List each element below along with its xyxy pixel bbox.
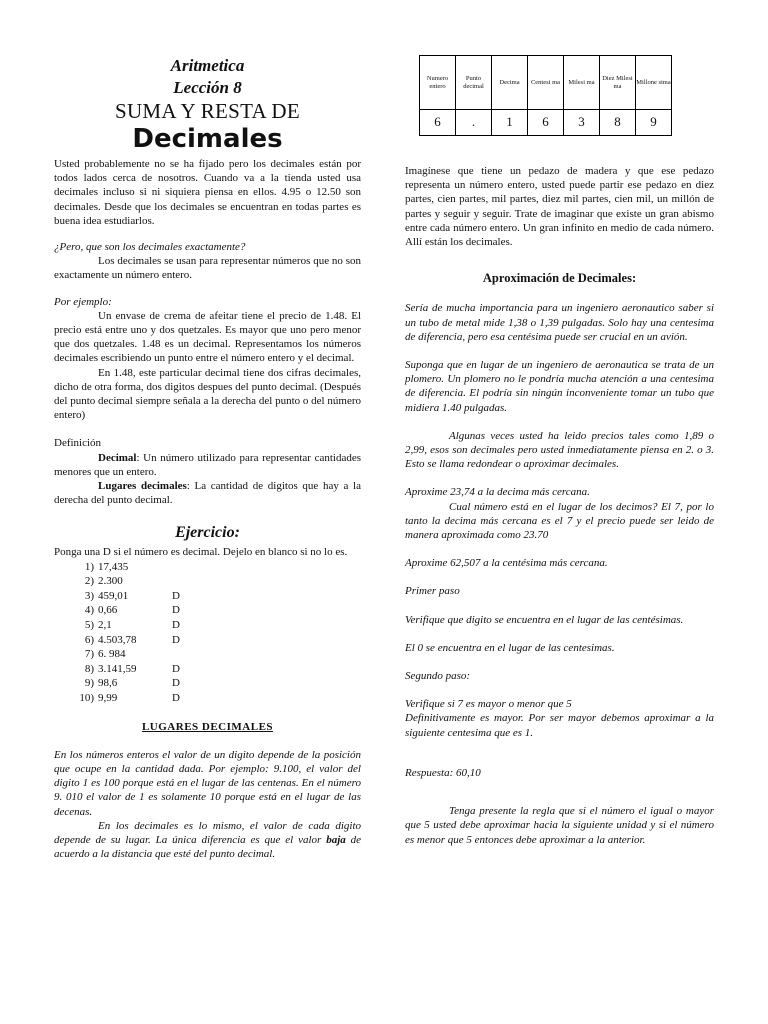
plomero-paragraph: Suponga que en lugar de un ingeniero de aeronautica se trata de un plomero. Un plomero no le pondría mucha atención a una centesima de diferencia. El podría sin ningún inconveniente tomar un tubo que midiera 1.40 pulgadas. bbox=[405, 359, 714, 414]
table-header-cell: Decima bbox=[492, 56, 528, 110]
item-mark bbox=[172, 647, 192, 662]
list-item bbox=[54, 603, 361, 618]
lesson-number: Lección 8 bbox=[173, 78, 242, 97]
table-header-cell: Diez Milesi ma bbox=[600, 56, 636, 110]
item-number: 7) bbox=[84, 648, 94, 661]
list-item bbox=[54, 560, 361, 575]
table-header-cell: Millone sima bbox=[636, 56, 672, 110]
regla-paragraph: Tenga presente la regla que si el número el igual o mayor que 5 usted debe aproximar hacia la siguiente unidad y si el número es menor que 5 entonces debe aproximar a la anterior. bbox=[405, 805, 714, 846]
definition-decimal-term: Decimal bbox=[98, 451, 137, 464]
item-value: 459,01 bbox=[98, 589, 129, 602]
table-cell: 6 bbox=[420, 110, 456, 136]
item-number: 3) bbox=[84, 589, 94, 602]
item-value: 17,435 bbox=[98, 560, 129, 573]
item-value: 98,6 bbox=[98, 677, 118, 690]
item-mark: D bbox=[172, 619, 180, 632]
example-paragraph-2: En 1.48, este particular decimal tiene dos cifras decimales, dicho de otra forma, dos digitos despues del punto decimal. (Después del punto decimal siempre señala a la derecha del punto o del número entero) bbox=[54, 366, 361, 422]
course-title: Aritmetica bbox=[170, 56, 245, 75]
segundo-paso-result: Definitivamente es mayor. Por ser mayor debemos aproximar a la siguiente centesima que es 1. bbox=[405, 712, 714, 739]
aproximacion-heading: Aproximación de Decimales: bbox=[482, 271, 637, 286]
item-number: 6) bbox=[84, 633, 94, 646]
example-paragraph-1: Un envase de crema de afeitar tiene el precio de 1.48. El precio está entre uno y dos quetzales. Es mayor que uno pero menor que dos quetzales. 1.48 es un decimal. Representamos los números decimales escribiendo un punto entre el número entero y el decimal. bbox=[54, 309, 361, 365]
segundo-paso-check: Verifique si 7 es mayor o menor que 5 bbox=[405, 698, 572, 711]
list-item bbox=[54, 618, 361, 633]
table-header-row bbox=[420, 56, 672, 110]
item-value: 9,99 bbox=[98, 692, 118, 705]
table-cell: 1 bbox=[492, 110, 528, 136]
table-header-cell: Numero entero bbox=[420, 56, 456, 110]
item-mark bbox=[172, 574, 192, 589]
item-mark bbox=[172, 560, 192, 575]
primer-paso-label: Primer paso bbox=[405, 585, 460, 598]
list-item bbox=[54, 633, 361, 648]
lesson-title-line: SUMA Y RESTA DE bbox=[114, 99, 301, 123]
definition-label: Definición bbox=[54, 437, 102, 450]
example-label: Por ejemplo: bbox=[54, 295, 112, 308]
list-item bbox=[54, 662, 361, 677]
definition-lugares-term: Lugares decimales bbox=[98, 480, 187, 493]
aproxime-decima-explanation: Cual número está en el lugar de los decimos? El 7, por lo tanto la decima más cercana es el 7 y el precio puede ser leido de manera aproximada como 23.70 bbox=[405, 500, 714, 542]
item-number: 9) bbox=[84, 677, 94, 690]
table-cell: 8 bbox=[600, 110, 636, 136]
respuesta-text: Respuesta: 60,10 bbox=[405, 766, 481, 779]
list-item bbox=[54, 676, 361, 691]
right-column bbox=[405, 55, 714, 847]
item-mark: D bbox=[172, 692, 180, 705]
item-number: 10) bbox=[79, 692, 94, 705]
primer-paso-text: Verifique que digito se encuentra en el lugar de las centésimas. bbox=[405, 613, 684, 626]
item-mark: D bbox=[172, 677, 180, 690]
lugares-paragraph-1: En los números enteros el valor de un digito depende de la posición que ocupe en la cantidad dada. Por ejemplo: 9.100, el valor del digito 1 es 100 porque está en el lugar de las centenas. En el número 9. 010 el valor de 1 es solamente 10 porque está en el lugar de las decenas. bbox=[54, 748, 361, 818]
lugares-p2-end: de acuerdo a la distancia que esté del punto decimal. bbox=[54, 834, 362, 861]
imagine-paragraph: Imagínese que tiene un pedazo de madera y que ese pedazo representa un número entero, usted puede partir ese pedazo en diez partes, cien partes, mil partes, diez mil partes, cien mil, un millón de partes y seguir y seguir. Trate de imaginar que existe un gran abismo entre cada número entero. Un gran infinito en medio de cada número. Allí están los decimales. bbox=[405, 165, 714, 249]
list-item bbox=[54, 647, 361, 662]
item-mark: D bbox=[172, 662, 180, 675]
table-header-cell: Punto decimal bbox=[456, 56, 492, 110]
intro-paragraph: Usted probablemente no se ha fijado pero los decimales están por todos lados cerca de nosotros. Cuando va a la tienda usted usa decimales incluso si ni siquiera piensa en ellos. 4.95 o 12.50 son decimales. Desde que los decimales se encuentran en todas partes es buena idea estudiarlos. bbox=[54, 158, 361, 227]
item-mark: D bbox=[172, 589, 180, 602]
table-cell: 3 bbox=[564, 110, 600, 136]
list-item bbox=[54, 691, 361, 706]
aproxime-decima-prompt: Aproxime 23,74 a la decima más cercana. bbox=[405, 486, 590, 499]
lugares-p2-start: En los decimales es lo mismo, el valor de cada digito depende de su lugar. La única diferencia es que el valor bbox=[54, 819, 361, 847]
exercise-instructions: Ponga una D si el número es decimal. Dejelo en blanco si no lo es. bbox=[54, 546, 348, 559]
item-number: 4) bbox=[84, 604, 94, 617]
place-value-table bbox=[419, 55, 672, 136]
item-value: 0,66 bbox=[98, 604, 118, 617]
definition-lugares bbox=[54, 479, 361, 507]
lugares-heading: LUGARES DECIMALES bbox=[141, 720, 274, 733]
item-value: 3.141,59 bbox=[98, 662, 137, 675]
table-cell: . bbox=[456, 110, 492, 136]
item-number: 8) bbox=[84, 662, 94, 675]
answer-text: Los decimales se usan para representar números que no son exactamente un número entero. bbox=[54, 255, 361, 282]
left-column bbox=[54, 55, 361, 861]
definition-decimal-text: : Un número utilizado para representar cantidades menores que un entero. bbox=[54, 451, 361, 478]
question-text: ¿Pero, que son los decimales exactamente? bbox=[54, 241, 246, 254]
definition-lugares-text: : La cantidad de digitos que hay a la derecha del punto decimal. bbox=[54, 480, 361, 507]
precios-paragraph: Algunas veces usted ha leido precios tales como 1,89 o 2,99, esos son decimales pero usted inmediatamente piensa en 2. o 3. Esto se llama redondear o aproximar decimales. bbox=[405, 429, 714, 471]
item-value: 2.300 bbox=[98, 575, 123, 588]
exercise-list bbox=[54, 560, 361, 706]
item-number: 2) bbox=[84, 575, 94, 588]
item-mark: D bbox=[172, 604, 180, 617]
list-item bbox=[54, 574, 361, 589]
list-item bbox=[54, 589, 361, 604]
lugares-p2-bold: baja bbox=[326, 834, 346, 847]
ingeniero-paragraph: Sería de mucha importancia para un ingeniero aeronautico saber si un tubo de metal mide 1,38 o 1,39 pulgadas. Solo hay una centesima de diferencia, pero esa centésima puede ser crucial en un avión. bbox=[405, 302, 714, 343]
table-row bbox=[420, 110, 672, 136]
item-value: 4.503,78 bbox=[98, 633, 137, 646]
table-header-cell: Centesi ma bbox=[528, 56, 564, 110]
centesima-location-text: El 0 se encuentra en el lugar de las centesimas. bbox=[405, 641, 615, 654]
aproxime-centesima-prompt: Aproxime 62,507 a la centésima más cercana. bbox=[405, 557, 608, 570]
table-header-cell: Milesi ma bbox=[564, 56, 600, 110]
item-number: 1) bbox=[84, 560, 94, 573]
item-value: 2,1 bbox=[98, 619, 112, 632]
item-value: 6. 984 bbox=[98, 648, 126, 661]
segundo-paso-label: Segundo paso: bbox=[405, 670, 471, 683]
table-cell: 9 bbox=[636, 110, 672, 136]
lesson-title-main: Decimales bbox=[132, 124, 283, 154]
definition-decimal bbox=[54, 451, 361, 479]
item-number: 5) bbox=[84, 619, 94, 632]
exercise-heading: Ejercicio: bbox=[175, 524, 240, 542]
item-mark: D bbox=[172, 633, 180, 646]
table-cell: 6 bbox=[528, 110, 564, 136]
lugares-paragraph-2 bbox=[54, 819, 361, 862]
